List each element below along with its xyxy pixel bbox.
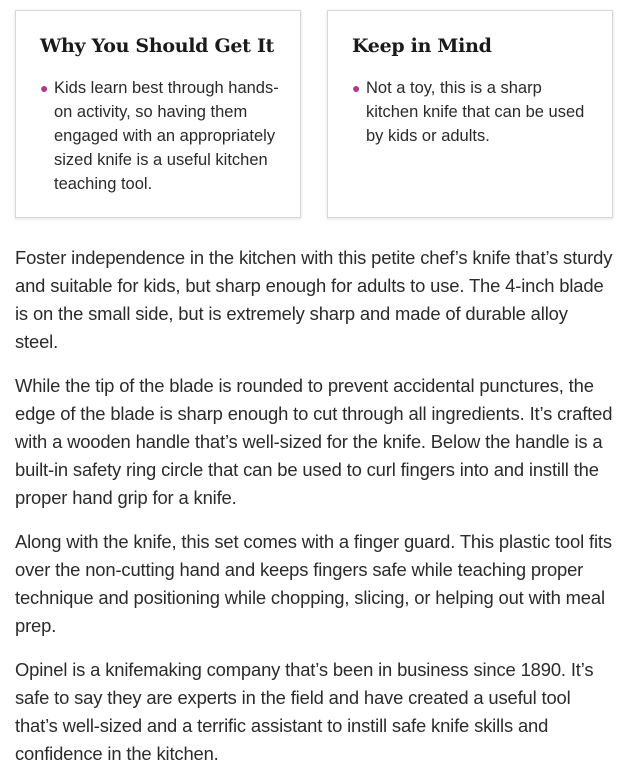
- keep-card-bullet-item: [352, 76, 598, 148]
- why-card-bullet-text: Kids learn best through hands-on activity, so having them engaged with an appropriately sized knife is a useful kitchen teaching tool.: [54, 79, 279, 193]
- bullet-dot-icon: ●: [40, 80, 49, 96]
- article-paragraph: Along with the knife, this set comes with a finger guard. This plastic tool fits over the non-cutting hand and keeps fingers safe while teaching proper technique and positioning while chopping, slicing, or helping out with meal prep.: [15, 531, 612, 636]
- why-card-list: [40, 76, 286, 196]
- why-card-title: Why You Should Get It: [40, 35, 275, 57]
- keep-card-list: [352, 76, 598, 148]
- article-paragraph: Opinel is a knifemaking company that’s been in business since 1890. It’s safe to say they are experts in the field and have created a useful tool that’s well-sized and a terrific assistant to instill safe knife skills and confidence in the kitchen.: [15, 659, 594, 764]
- keep-in-mind-card: [327, 10, 613, 218]
- article-paragraph: While the tip of the blade is rounded to prevent accidental punctures, the edge of the blade is sharp enough to cut through all ingredients. It’s crafted with a wooden handle that’s well-sized for the knife. Below the handle is a built-in safety ring circle that can be used to curl fingers into and instill the proper hand grip for a knife.: [15, 375, 613, 508]
- why-you-should-get-it-card: [15, 10, 301, 218]
- article-body: [15, 244, 615, 784]
- keep-card-bullet-text: Not a toy, this is a sharp kitchen knife that can be used by kids or adults.: [366, 79, 585, 145]
- bullet-dot-icon: ●: [352, 80, 361, 96]
- article-paragraph: Foster independence in the kitchen with this petite chef’s knife that’s sturdy and suitable for kids, but sharp enough for adults to use. The 4-inch blade is on the small side, but is extremely sharp and made of durable alloy steel.: [15, 247, 613, 352]
- keep-card-title: Keep in Mind: [352, 35, 492, 57]
- pros-cons-cards: [15, 10, 615, 220]
- why-card-bullet-item: [40, 76, 286, 196]
